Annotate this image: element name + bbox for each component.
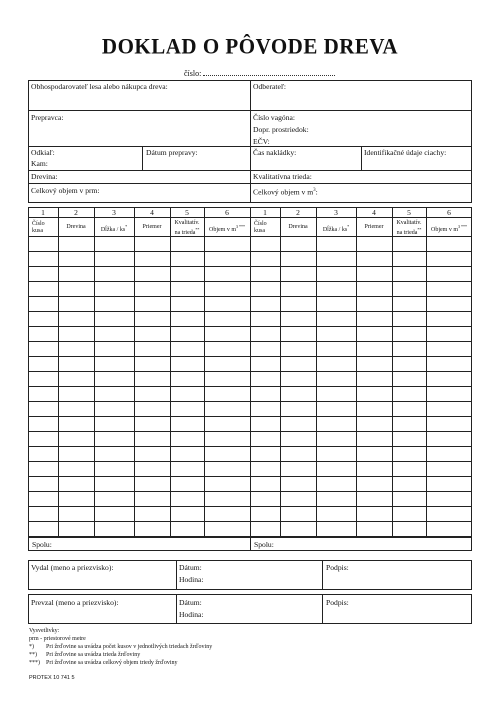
celkovy-m3-label: Celkový objem v $m^3$: xyxy=(253,187,318,197)
hdr-priemer-l: Priemer xyxy=(142,224,162,230)
col-num-l2: 2 xyxy=(74,208,78,217)
vydal-vrule-1 xyxy=(176,560,177,590)
footnote-prm: prm - priestorové metre xyxy=(29,636,86,642)
odkial-label: Odkiaľ: xyxy=(31,148,55,157)
cislo-label: číslo: xyxy=(184,69,202,78)
table-rule-v xyxy=(280,207,281,537)
vydal-datum-label: Dátum: xyxy=(179,563,202,572)
table-rule-h xyxy=(28,431,472,432)
spolu-right: Spolu: xyxy=(254,540,274,549)
table-rule-v xyxy=(134,207,135,537)
form-code: PROTEX 10 741 5 xyxy=(29,675,75,681)
footnote-heading: Vysvetlivky: xyxy=(29,628,60,634)
hdr-objem-l: Objem v $m^{3 ***}$ xyxy=(209,224,245,233)
prevzal-hodina-label: Hodina: xyxy=(179,610,204,619)
table-rule-h xyxy=(28,446,472,447)
table-rule-h xyxy=(28,281,472,282)
cas-nakladky-label: Čas nakládky: xyxy=(253,148,297,157)
top-vrule-2 xyxy=(361,146,362,170)
vydal-vrule-2 xyxy=(322,560,323,590)
table-rule-v xyxy=(250,207,251,551)
footnote-2: **) Pri žrďovine sa uvádza trieda žrďoviny xyxy=(29,652,141,658)
table-rule-h xyxy=(28,266,472,267)
cislo-dots xyxy=(203,68,335,76)
table-rule-v xyxy=(94,207,95,537)
vydal-hodina-label: Hodina: xyxy=(179,575,204,584)
table-rule-h xyxy=(28,326,472,327)
col-num-r3: 3 xyxy=(334,208,338,217)
hdr-objem-r: Objem v $m^{3 ***}$ xyxy=(431,224,467,233)
table-rule-h xyxy=(28,491,472,492)
hdr-priemer-r: Priemer xyxy=(364,224,384,230)
top-rule-4 xyxy=(28,183,472,184)
datum-prepravy-label: Dátum prepravy: xyxy=(146,148,198,157)
table-rule-h xyxy=(28,311,472,312)
col-num-l5: 5 xyxy=(185,208,189,217)
hdr-kval-r: Kvalitatív. na trieda** xyxy=(396,220,422,236)
ecv-label: EČV: xyxy=(253,137,270,146)
hdr-dlzka-r: Dĺžka / ks* xyxy=(322,224,350,233)
top-vrule-1 xyxy=(142,146,143,170)
prevzal-vrule-1 xyxy=(176,594,177,624)
table-rule-h xyxy=(28,251,472,252)
obhospodarovatel-label: Obhospodarovateľ lesa alebo nákupca dreva: xyxy=(31,82,168,91)
col-num-r4: 4 xyxy=(372,208,376,217)
table-rule-v xyxy=(356,207,357,537)
col-num-r6: 6 xyxy=(447,208,451,217)
col-num-r5: 5 xyxy=(407,208,411,217)
table-rule-v xyxy=(392,207,393,537)
dopr-prostriedok-label: Dopr. prostriedok: xyxy=(253,125,309,134)
table-rule-v xyxy=(58,207,59,537)
table-rule-h xyxy=(28,236,472,237)
table-rule-v xyxy=(170,207,171,537)
hdr-cislo-kusa-r: Číslo kusa xyxy=(254,221,267,234)
table-rule-v xyxy=(316,207,317,537)
table-rule-h xyxy=(28,401,472,402)
table-rule-v xyxy=(204,207,205,537)
prevzal-datum-label: Dátum: xyxy=(179,598,202,607)
top-rule-3 xyxy=(28,170,472,171)
prevzal-vrule-2 xyxy=(322,594,323,624)
col-num-l6: 6 xyxy=(225,208,229,217)
footnote-3: ***) Pri žrďovine sa uvádza celkový objem triedy žrďoviny xyxy=(29,660,178,666)
table-rule-h xyxy=(28,371,472,372)
cislo-vagona-label: Číslo vagóna: xyxy=(253,113,295,122)
table-rule-h xyxy=(28,461,472,462)
hdr-cislo-kusa-l: Číslo kusa xyxy=(32,221,45,234)
identifikacne-label: Identifikačné údaje ciachy: xyxy=(364,148,447,157)
footnote-1: *) Pri žrďovine sa uvádza počet kusov v jednotlivých triedach žrďoviny xyxy=(29,644,213,650)
table-rule-h xyxy=(28,521,472,522)
col-num-l3: 3 xyxy=(112,208,116,217)
drevina-label: Drevina: xyxy=(31,172,58,181)
hdr-drevina-r: Drevina xyxy=(288,224,308,230)
table-rule-h xyxy=(28,416,472,417)
table-rule-h xyxy=(28,537,472,538)
spolu-left: Spolu: xyxy=(32,540,52,549)
top-divider xyxy=(250,80,251,203)
kam-label: Kam: xyxy=(31,159,48,168)
table-rule-h xyxy=(28,476,472,477)
table-rule-h xyxy=(28,506,472,507)
col-num-r1: 1 xyxy=(263,208,267,217)
table-rule-h xyxy=(28,341,472,342)
cislo-field[interactable] xyxy=(184,68,335,78)
odberatel-label: Odberateľ: xyxy=(253,82,287,91)
kvalitativna-label: Kvalitatívna trieda: xyxy=(253,172,312,181)
col-num-l4: 4 xyxy=(150,208,154,217)
hdr-kval-l: Kvalitatív. na trieda** xyxy=(174,220,200,236)
vydal-label: Vydal (meno a priezvisko): xyxy=(31,563,114,572)
table-rule-h xyxy=(28,356,472,357)
table-rule-h xyxy=(28,296,472,297)
hdr-dlzka-l: Dĺžka / ks* xyxy=(100,224,128,233)
prevzal-label: Prevzal (meno a priezvisko): xyxy=(31,598,119,607)
hdr-drevina-l: Drevina xyxy=(66,224,86,230)
col-num-l1: 1 xyxy=(41,208,45,217)
top-rule-2 xyxy=(28,146,472,147)
document-title: DOKLAD O PÔVODE DREVA xyxy=(101,33,399,59)
table-rule-h xyxy=(28,217,472,218)
table-rule-v xyxy=(426,207,427,537)
top-rule-1 xyxy=(28,110,472,111)
col-num-r2: 2 xyxy=(296,208,300,217)
celkovy-prm-label: Celkový objem v prm: xyxy=(31,186,100,195)
prevzal-podpis-label: Podpis: xyxy=(326,598,349,607)
table-rule-h xyxy=(28,386,472,387)
vydal-podpis-label: Podpis: xyxy=(326,563,349,572)
prepravca-label: Prepravca: xyxy=(31,113,64,122)
